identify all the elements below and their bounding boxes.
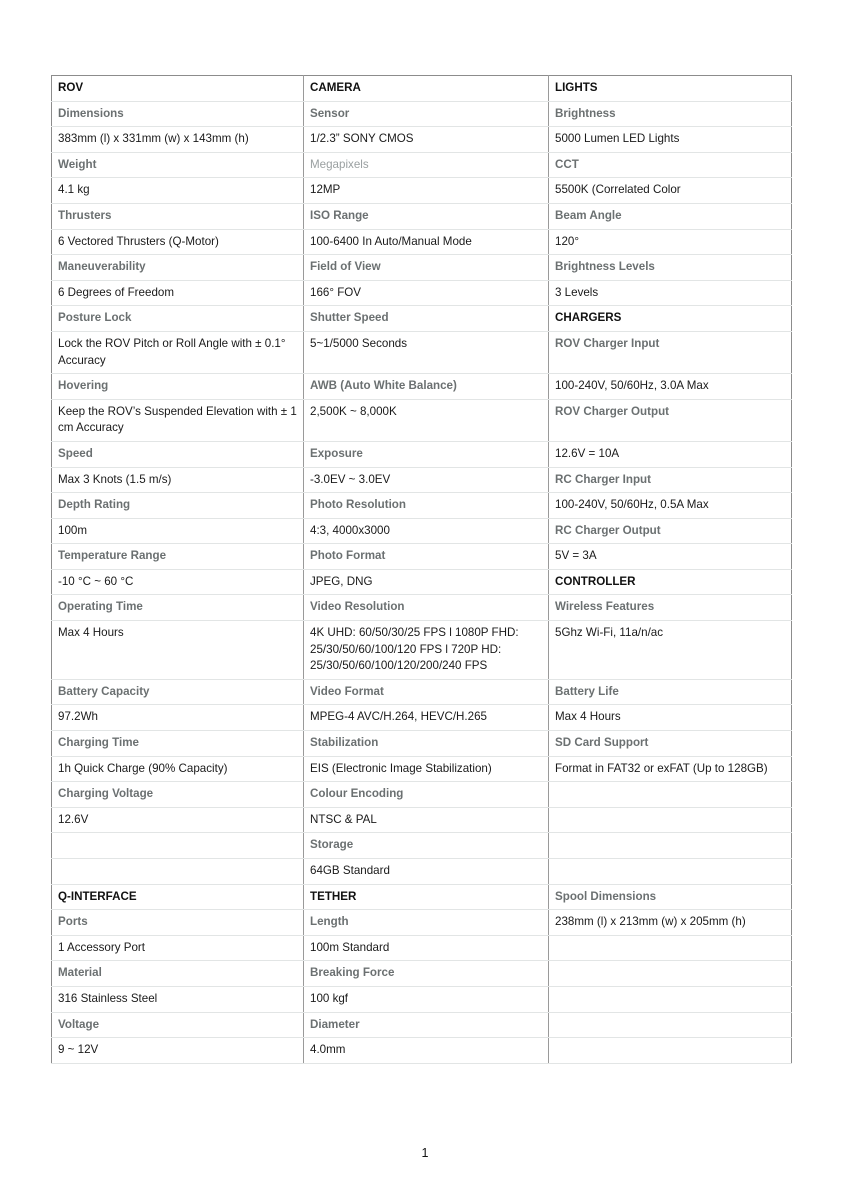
spec-value-cell: 100-240V, 50/60Hz, 3.0A Max (549, 374, 792, 400)
spec-label-cell: Dimensions (52, 101, 304, 127)
spec-value-cell: 6 Vectored Thrusters (Q-Motor) (52, 229, 304, 255)
spec-value-cell: 166° FOV (304, 280, 549, 306)
table-row (52, 127, 792, 153)
table-row (52, 756, 792, 782)
spec-label-cell: Sensor (304, 101, 549, 127)
table-row (52, 807, 792, 833)
spec-value-cell: NTSC & PAL (304, 807, 549, 833)
spec-value-cell: MPEG-4 AVC/H.264, HEVC/H.265 (304, 705, 549, 731)
table-row (52, 731, 792, 757)
spec-value-cell: 1/2.3” SONY CMOS (304, 127, 549, 153)
spec-label-cell: Thrusters (52, 203, 304, 229)
spec-label-cell: RC Charger Input (549, 467, 792, 493)
section-heading-cell: LIGHTS (549, 76, 792, 102)
table-row (52, 884, 792, 910)
section-heading-cell: ROV (52, 76, 304, 102)
spec-label-cell: Voltage (52, 1012, 304, 1038)
empty-cell (52, 859, 304, 885)
spec-value-cell: 100m (52, 518, 304, 544)
section-heading-cell: CAMERA (304, 76, 549, 102)
spec-value-cell: -3.0EV ~ 3.0EV (304, 467, 549, 493)
table-row (52, 399, 792, 441)
spec-label-cell: Charging Voltage (52, 782, 304, 808)
spec-label-cell: Material (52, 961, 304, 987)
table-row (52, 910, 792, 936)
spec-value-cell: 4.0mm (304, 1038, 549, 1064)
empty-cell (549, 859, 792, 885)
table-row (52, 306, 792, 332)
spec-label-cell: ROV Charger Input (549, 331, 792, 373)
section-heading-cell: CONTROLLER (549, 569, 792, 595)
spec-value-cell: 120° (549, 229, 792, 255)
table-row (52, 467, 792, 493)
spec-value-cell: 100-6400 In Auto/Manual Mode (304, 229, 549, 255)
spec-label-cell: Diameter (304, 1012, 549, 1038)
empty-cell (549, 935, 792, 961)
spec-label-cell: Wireless Features (549, 595, 792, 621)
table-row (52, 961, 792, 987)
table-row (52, 441, 792, 467)
table-row (52, 782, 792, 808)
spec-value-cell: EIS (Electronic Image Stabilization) (304, 756, 549, 782)
spec-value-cell: 1h Quick Charge (90% Capacity) (52, 756, 304, 782)
spec-label-cell: Colour Encoding (304, 782, 549, 808)
spec-value-cell: JPEG, DNG (304, 569, 549, 595)
spec-label-cell: Video Format (304, 679, 549, 705)
table-row (52, 679, 792, 705)
spec-value-cell: 5500K (Correlated Color (549, 178, 792, 204)
spec-label-cell: Ports (52, 910, 304, 936)
spec-value-cell: Max 4 Hours (549, 705, 792, 731)
table-row (52, 935, 792, 961)
spec-label-cell: Posture Lock (52, 306, 304, 332)
spec-value-cell: 4K UHD: 60/50/30/25 FPS l 1080P FHD: 25/30/50/60/100/120 FPS l 720P HD: 25/30/50/60/100/120/200/240 FPS (304, 621, 549, 680)
spec-label-cell: ISO Range (304, 203, 549, 229)
spec-label-cell: Breaking Force (304, 961, 549, 987)
spec-label-cell: Temperature Range (52, 544, 304, 570)
spec-value-cell: 238mm (l) x 213mm (w) x 205mm (h) (549, 910, 792, 936)
empty-cell (549, 807, 792, 833)
spec-value-cell: 6 Degrees of Freedom (52, 280, 304, 306)
spec-value-cell: 5Ghz Wi-Fi, 11a/n/ac (549, 621, 792, 680)
spec-label-cell: Beam Angle (549, 203, 792, 229)
spec-value-cell: 1 Accessory Port (52, 935, 304, 961)
table-row (52, 833, 792, 859)
spec-label-cell: ROV Charger Output (549, 399, 792, 441)
section-heading-cell: Q-INTERFACE (52, 884, 304, 910)
table-row (52, 280, 792, 306)
spec-sheet (51, 75, 791, 1064)
section-heading-cell: TETHER (304, 884, 549, 910)
spec-value-cell: Max 4 Hours (52, 621, 304, 680)
spec-label-cell: Length (304, 910, 549, 936)
spec-label-cell: Shutter Speed (304, 306, 549, 332)
empty-cell (549, 1038, 792, 1064)
table-row (52, 76, 792, 102)
spec-label-cell: Battery Capacity (52, 679, 304, 705)
table-row (52, 518, 792, 544)
spec-label-cell: Charging Time (52, 731, 304, 757)
spec-label-cell: Field of View (304, 255, 549, 281)
spec-value-cell: Max 3 Knots (1.5 m/s) (52, 467, 304, 493)
empty-cell (549, 1012, 792, 1038)
spec-value-cell: -10 °C ~ 60 °C (52, 569, 304, 595)
spec-value-cell: Format in FAT32 or exFAT (Up to 128GB) (549, 756, 792, 782)
table-row (52, 493, 792, 519)
table-row (52, 859, 792, 885)
table-row (52, 621, 792, 680)
spec-value-cell: 12MP (304, 178, 549, 204)
spec-value-cell: 2,500K ~ 8,000K (304, 399, 549, 441)
spec-label-cell: Speed (52, 441, 304, 467)
spec-label-cell: Megapixels (304, 152, 549, 178)
spec-value-cell: 5~1/5000 Seconds (304, 331, 549, 373)
specifications-table-body (52, 76, 792, 1064)
spec-label-cell: Exposure (304, 441, 549, 467)
table-row (52, 1012, 792, 1038)
spec-value-cell: 97.2Wh (52, 705, 304, 731)
spec-value-cell: 5V = 3A (549, 544, 792, 570)
specifications-table (51, 75, 792, 1064)
spec-value-cell: 383mm (l) x 331mm (w) x 143mm (h) (52, 127, 304, 153)
spec-value-cell: 4.1 kg (52, 178, 304, 204)
table-row (52, 1038, 792, 1064)
spec-value-cell: 9 ~ 12V (52, 1038, 304, 1064)
spec-value-cell: 100 kgf (304, 986, 549, 1012)
empty-cell (549, 782, 792, 808)
spec-label-cell: Operating Time (52, 595, 304, 621)
spec-value-cell: 4:3, 4000x3000 (304, 518, 549, 544)
section-heading-cell: CHARGERS (549, 306, 792, 332)
spec-label-cell: RC Charger Output (549, 518, 792, 544)
spec-label-cell: Brightness Levels (549, 255, 792, 281)
table-row (52, 374, 792, 400)
table-row (52, 101, 792, 127)
table-row (52, 152, 792, 178)
spec-label-cell: Maneuverability (52, 255, 304, 281)
spec-label-cell: Depth Rating (52, 493, 304, 519)
spec-value-cell: 3 Levels (549, 280, 792, 306)
empty-cell (549, 961, 792, 987)
spec-label-cell: Brightness (549, 101, 792, 127)
table-row (52, 569, 792, 595)
table-row (52, 255, 792, 281)
page-number: 1 (421, 1146, 429, 1160)
spec-label-cell: Photo Resolution (304, 493, 549, 519)
spec-value-cell: 12.6V = 10A (549, 441, 792, 467)
spec-value-cell: 12.6V (52, 807, 304, 833)
empty-cell (549, 833, 792, 859)
spec-label-cell: Weight (52, 152, 304, 178)
empty-cell (52, 833, 304, 859)
spec-value-cell: Keep the ROV’s Suspended Elevation with ± 1 cm Accuracy (52, 399, 304, 441)
spec-label-cell: Photo Format (304, 544, 549, 570)
spec-label-cell: Storage (304, 833, 549, 859)
empty-cell (549, 986, 792, 1012)
table-row (52, 331, 792, 373)
spec-value-cell: 64GB Standard (304, 859, 549, 885)
spec-value-cell: 5000 Lumen LED Lights (549, 127, 792, 153)
table-row (52, 203, 792, 229)
spec-value-cell: 100-240V, 50/60Hz, 0.5A Max (549, 493, 792, 519)
spec-label-cell: Hovering (52, 374, 304, 400)
table-row (52, 705, 792, 731)
spec-label-cell: Stabilization (304, 731, 549, 757)
spec-label-cell: AWB (Auto White Balance) (304, 374, 549, 400)
table-row (52, 229, 792, 255)
spec-label-cell: Video Resolution (304, 595, 549, 621)
table-row (52, 595, 792, 621)
spec-value-cell: 100m Standard (304, 935, 549, 961)
spec-label-cell: Battery Life (549, 679, 792, 705)
spec-label-cell: CCT (549, 152, 792, 178)
spec-value-cell: 316 Stainless Steel (52, 986, 304, 1012)
table-row (52, 544, 792, 570)
table-row (52, 986, 792, 1012)
table-row (52, 178, 792, 204)
spec-label-cell: SD Card Support (549, 731, 792, 757)
spec-value-cell: Lock the ROV Pitch or Roll Angle with ± 0.1° Accuracy (52, 331, 304, 373)
spec-label-cell: Spool Dimensions (549, 884, 792, 910)
